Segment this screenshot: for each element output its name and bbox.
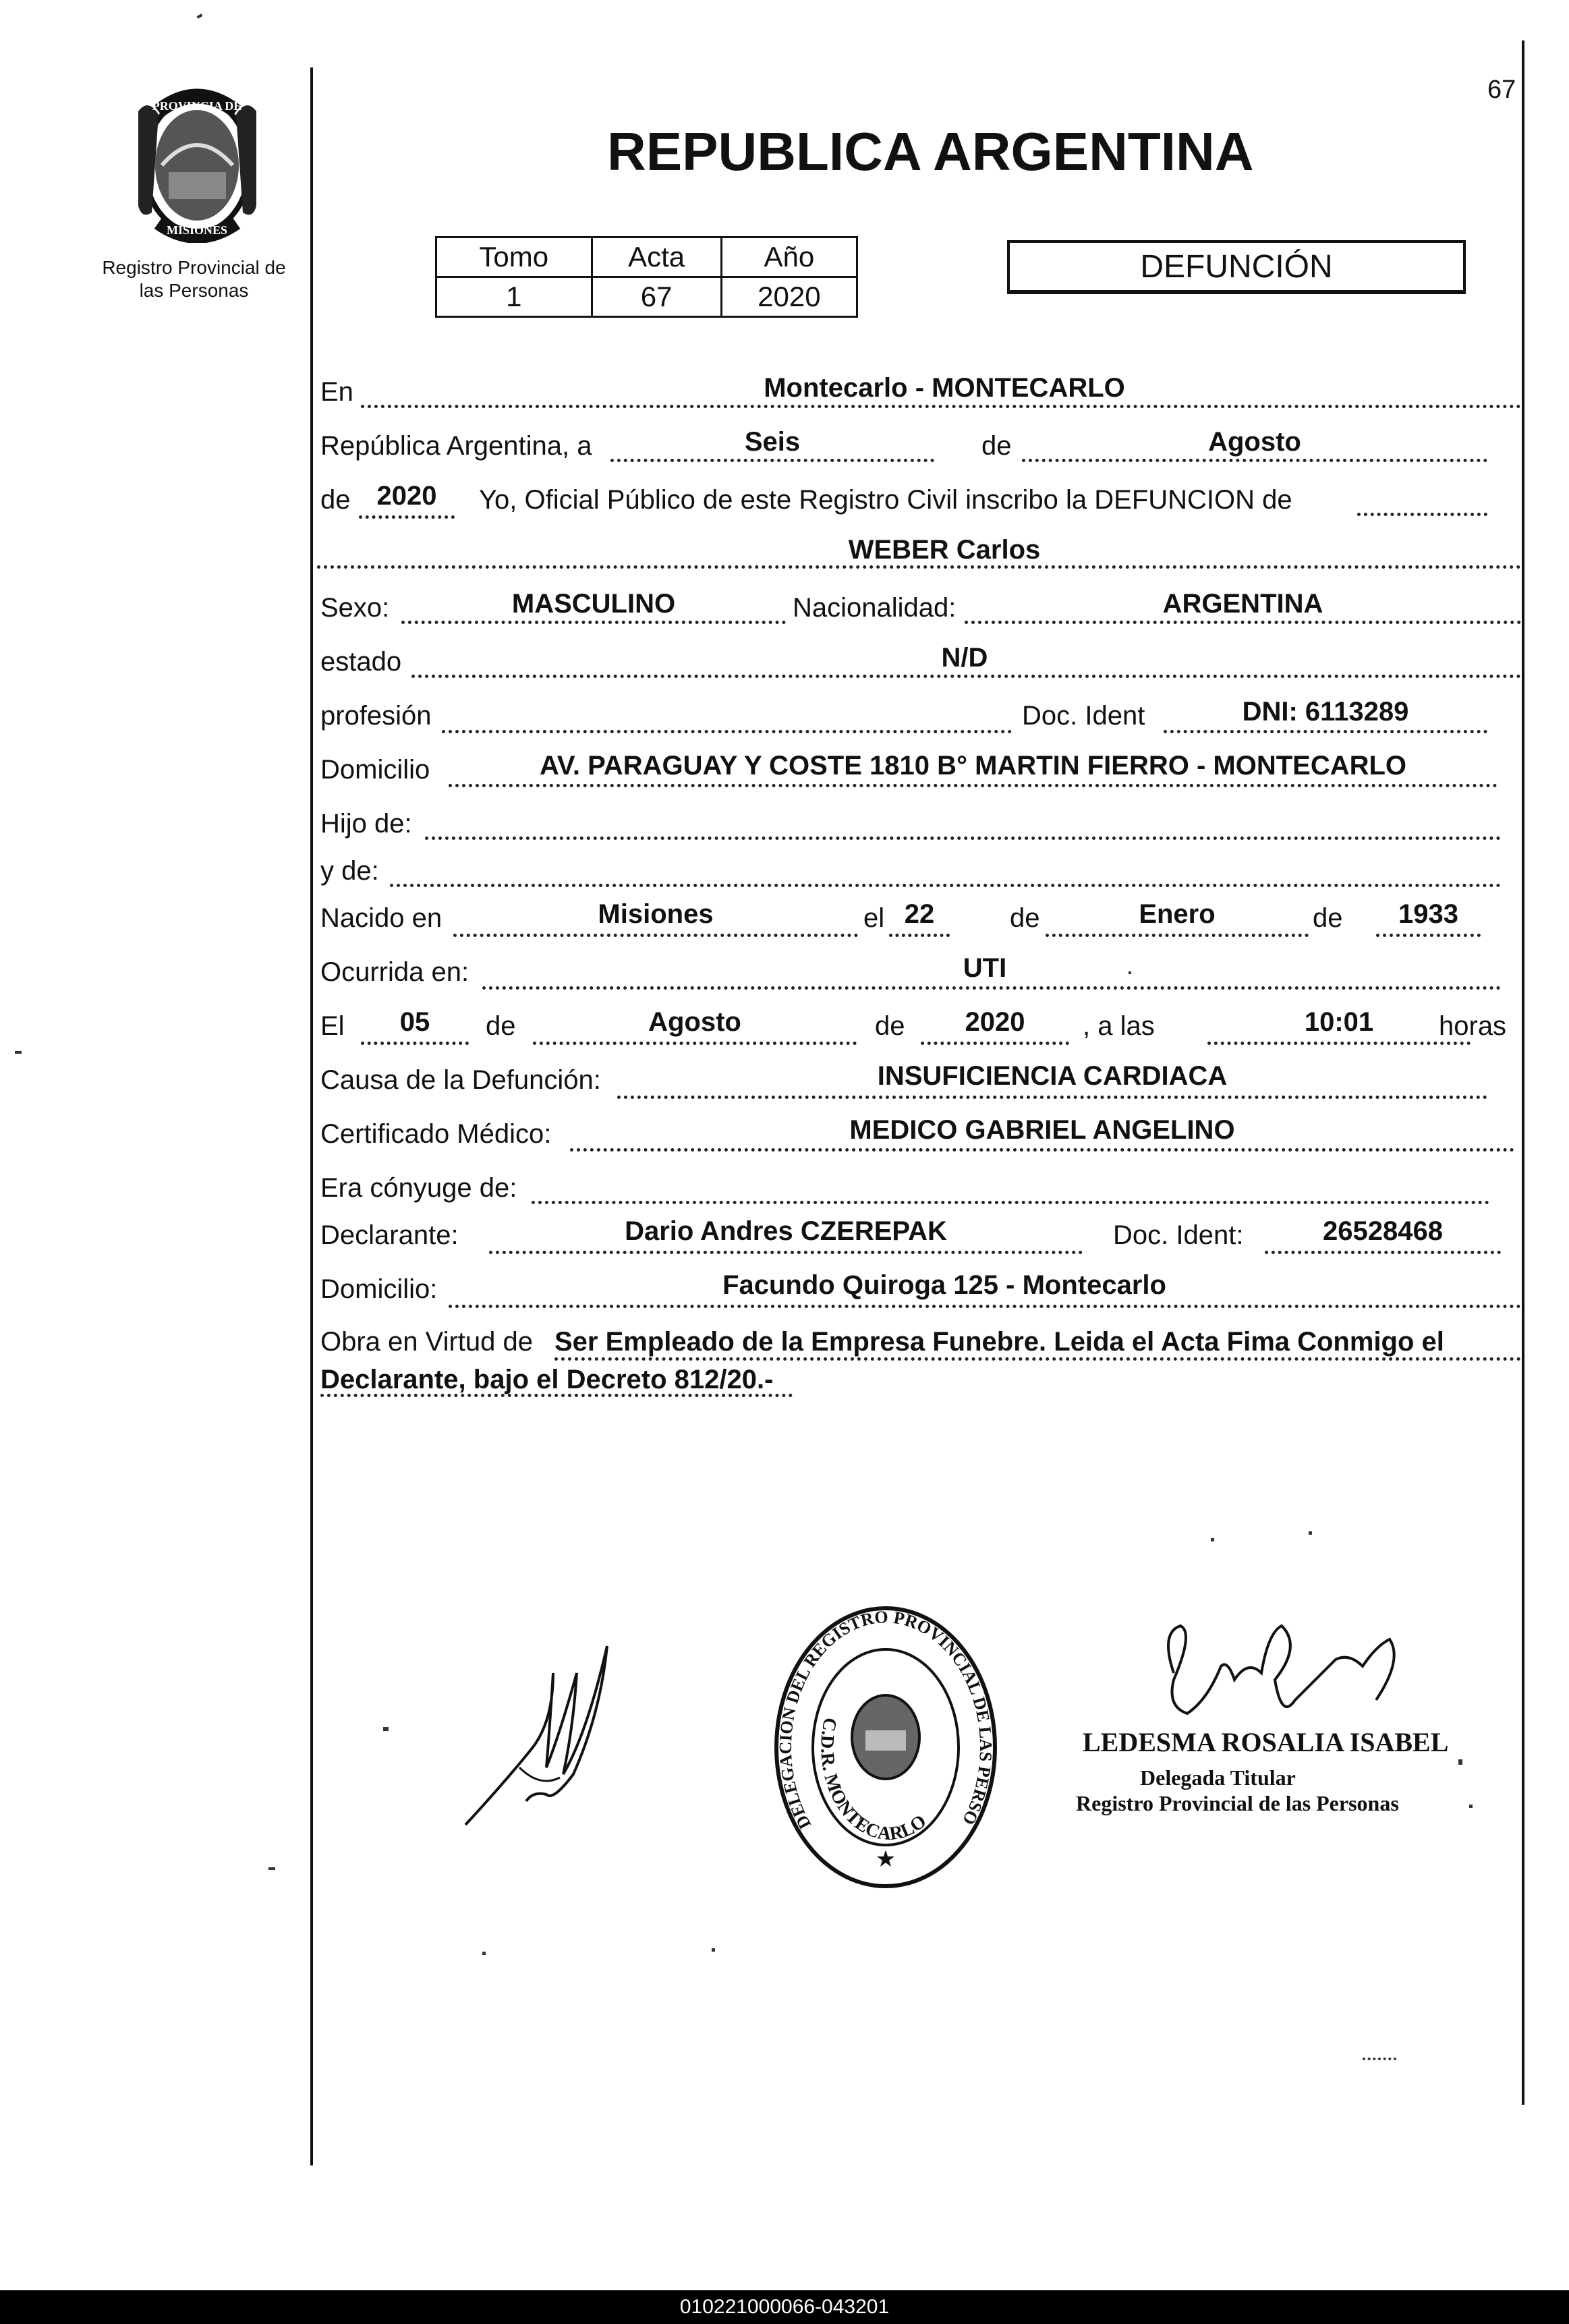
dotted-line — [921, 1042, 1069, 1045]
dotted-line — [965, 621, 1521, 624]
dotted-line — [1164, 730, 1487, 733]
dotted-line — [390, 884, 1501, 887]
horas-label: horas — [1439, 1011, 1507, 1041]
dotted-line — [425, 837, 1501, 840]
anio-value: 2020 — [376, 481, 437, 511]
republica-label: República Argentina, a — [320, 431, 592, 461]
seal-text-bottom: MISIONES — [166, 223, 228, 237]
dotted-line — [1376, 934, 1481, 937]
table-header-acta: Acta — [592, 237, 721, 277]
document-title: REPUBLICA ARGENTINA — [607, 121, 1254, 181]
scan-speck — [1211, 1538, 1214, 1541]
dotted-line — [361, 405, 1521, 408]
table-header-anio: Año — [721, 237, 857, 277]
mes-value: Agosto — [1208, 427, 1301, 457]
sexo-value: MASCULINO — [511, 589, 676, 619]
page-number: 67 — [1487, 76, 1516, 104]
declarante-value: Dario Andres CZEREPAK — [625, 1216, 947, 1246]
provincial-seal — [125, 84, 270, 243]
dotted-line — [361, 1042, 469, 1045]
dotted-line — [610, 459, 934, 462]
dotted-line — [453, 934, 858, 937]
dotted-line — [317, 565, 1521, 569]
scan-speck — [15, 1051, 22, 1054]
scan-speck — [1129, 971, 1131, 974]
official-signature — [1147, 1619, 1430, 1727]
dotted-line — [482, 986, 1501, 990]
fallec-anio-value: 2020 — [965, 1007, 1025, 1037]
document-code-bar — [0, 2290, 1569, 2324]
scan-speck — [1363, 2058, 1396, 2063]
declarante-doc-value: 26528468 — [1323, 1216, 1443, 1246]
nacido-dia-value: 22 — [904, 899, 935, 929]
registry-caption-line1: Registro Provincial de — [102, 257, 286, 278]
stamp-ring-text: DELEGACION DEL REGISTRO PROVINCIAL DE LAS PERSO — [775, 1607, 996, 1832]
en-label: En — [320, 377, 353, 407]
domicilio-value: AV. PARAGUAY Y COSTE 1810 B° MARTIN FIERRO - MONTECARLO — [539, 751, 1407, 781]
de-label: de — [1313, 903, 1343, 933]
dotted-line — [401, 621, 786, 624]
registry-caption-line2: las Personas — [139, 280, 249, 301]
de-label: de — [875, 1011, 905, 1041]
registry-stamp — [771, 1602, 1000, 1892]
scan-speck — [383, 1727, 389, 1731]
table-header-tomo: Tomo — [436, 237, 592, 277]
scan-speck — [197, 13, 203, 18]
domicilio-label: Domicilio — [320, 755, 430, 785]
certificado-value: MEDICO GABRIEL ANGELINO — [849, 1115, 1235, 1145]
table-value-tomo: 1 — [436, 277, 592, 317]
dotted-line — [1207, 1042, 1471, 1045]
dotted-line — [320, 1394, 793, 1397]
document-type-box — [1007, 240, 1466, 294]
alas-label: , a las — [1083, 1011, 1155, 1041]
stamp-inner-text: C.D.R. MONTECARLO — [816, 1716, 931, 1845]
scan-speck — [1309, 1531, 1312, 1535]
obra-line2-value: Declarante, bajo el Decreto 812/20.- — [320, 1365, 774, 1394]
dotted-line — [449, 784, 1497, 787]
dotted-line — [1265, 1251, 1501, 1254]
dotted-line — [532, 1201, 1489, 1204]
table-value-anio: 2020 — [721, 277, 857, 317]
nacido-label: Nacido en — [320, 903, 443, 933]
nacido-lugar-value: Misiones — [598, 899, 714, 929]
dotted-line — [533, 1042, 857, 1045]
dotted-line — [889, 934, 950, 937]
dotted-line — [411, 675, 1521, 678]
fallec-mes-value: Agosto — [648, 1007, 741, 1037]
scan-speck — [268, 1867, 275, 1870]
domicilio2-label: Domicilio: — [320, 1274, 438, 1304]
sexo-label: Sexo: — [320, 593, 390, 623]
svg-text:★: ★ — [875, 1846, 896, 1872]
estado-value: N/D — [941, 643, 988, 673]
nacido-mes-value: Enero — [1139, 899, 1216, 929]
left-margin-line — [310, 67, 313, 2165]
declarant-signature — [452, 1633, 627, 1835]
causa-label: Causa de la Defunción: — [320, 1065, 601, 1095]
right-margin-line — [1522, 40, 1524, 2105]
yo-oficial-text: Yo, Oficial Público de este Registro Civil inscribo la DEFUNCION de — [479, 485, 1292, 515]
table-value-acta: 67 — [592, 277, 721, 317]
dotted-line — [1022, 459, 1487, 462]
document-code: 010221000066-043201 — [679, 2296, 890, 2318]
el2-label: El — [320, 1011, 345, 1041]
nacionalidad-value: ARGENTINA — [1162, 589, 1323, 619]
document-type: DEFUNCIÓN — [1140, 249, 1333, 285]
doc-ident2-label: Doc. Ident: — [1113, 1220, 1244, 1250]
dotted-line — [554, 1357, 1521, 1361]
conyuge-label: Era cónyuge de: — [320, 1173, 517, 1203]
de-label: de — [1010, 903, 1040, 933]
official-name: LEDESMA ROSALIA ISABEL — [1083, 1727, 1449, 1757]
ocurrida-label: Ocurrida en: — [320, 957, 469, 987]
nacionalidad-label: Nacionalidad: — [793, 593, 957, 623]
dotted-line — [570, 1148, 1514, 1152]
dotted-line — [359, 515, 455, 519]
dotted-line — [449, 1305, 1521, 1308]
yde-label: y de: — [320, 856, 379, 886]
scan-speck — [1469, 1805, 1473, 1808]
declarante-domicilio-value: Facundo Quiroga 125 - Montecarlo — [722, 1270, 1166, 1300]
dia-value: Seis — [744, 427, 801, 457]
hora-value: 10:01 — [1304, 1007, 1374, 1037]
profesion-label: profesión — [320, 701, 432, 731]
certificado-label: Certificado Médico: — [320, 1119, 552, 1149]
causa-value: INSUFICIENCIA CARDIACA — [877, 1061, 1228, 1091]
de-label: de — [486, 1011, 516, 1041]
ocurrida-value: UTI — [963, 953, 1007, 983]
doc-ident-value: DNI: 6113289 — [1242, 697, 1409, 727]
obra-line1-value: Ser Empleado de la Empresa Funebre. Leida el Acta Fima Conmigo el — [554, 1327, 1444, 1357]
nacido-anio-value: 1933 — [1398, 899, 1458, 929]
seal-text-top: PROVINCIA DE — [152, 99, 242, 113]
scan-speck — [482, 1952, 486, 1955]
register-table — [435, 236, 858, 318]
declarante-label: Declarante: — [320, 1220, 459, 1250]
dotted-line — [489, 1251, 1083, 1254]
fallec-dia-value: 05 — [399, 1007, 430, 1037]
scan-speck — [712, 1948, 715, 1952]
doc-ident-label: Doc. Ident — [1022, 701, 1145, 731]
scan-speck — [1458, 1759, 1462, 1765]
lugar-value: Montecarlo - MONTECARLO — [764, 373, 1125, 403]
el-label: el — [863, 903, 885, 933]
hijo-label: Hijo de: — [320, 809, 412, 839]
official-role: Delegada Titular — [1140, 1765, 1296, 1790]
estado-label: estado — [320, 647, 402, 677]
dotted-line — [1046, 934, 1309, 937]
official-office: Registro Provincial de las Personas — [1076, 1791, 1399, 1815]
de-label: de — [981, 431, 1012, 461]
de-label: de — [320, 485, 351, 515]
nombre-value: WEBER Carlos — [848, 535, 1041, 565]
dotted-line — [1357, 513, 1487, 516]
dotted-line — [442, 730, 1012, 733]
obra-label: Obra en Virtud de — [320, 1327, 534, 1357]
dotted-line — [617, 1096, 1487, 1099]
